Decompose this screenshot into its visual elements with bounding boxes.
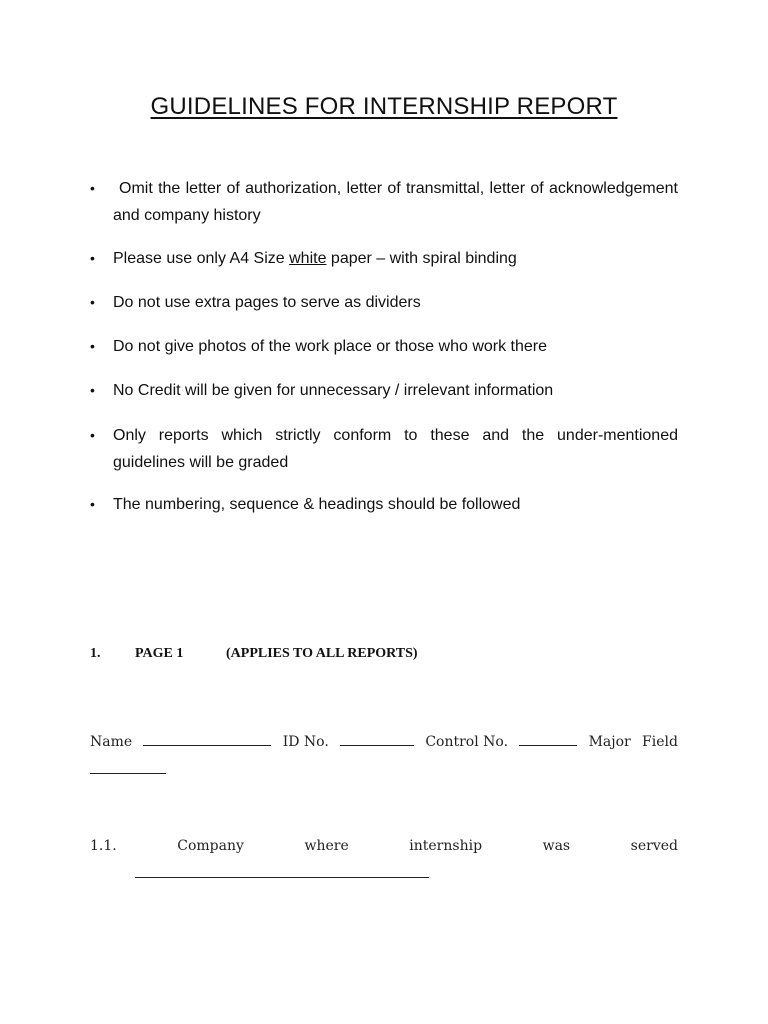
control-label: Control No.: [425, 734, 509, 750]
company-label-word: internship: [409, 838, 483, 854]
major-field-blank: [90, 759, 166, 774]
company-label-word: was: [542, 838, 571, 854]
id-label: ID No.: [282, 734, 329, 750]
list-item-text: Do not use extra pages to serve as dividers: [113, 294, 421, 311]
list-item-text: Omit the letter of authorization, letter of transmittal, letter of acknowledgement and company history: [113, 180, 678, 224]
bullet-icon: •: [90, 427, 95, 443]
section-scope: (APPLIES TO ALL REPORTS): [226, 646, 418, 661]
list-item-text: Do not give photos of the work place or those who work there: [113, 338, 548, 355]
section-number: 1.: [90, 646, 101, 661]
list-item: [90, 175, 678, 229]
control-blank: [519, 731, 577, 746]
section-label: PAGE 1: [135, 646, 184, 661]
bullet-icon: •: [90, 250, 95, 266]
list-item-text: The numbering, sequence & headings should be followed: [113, 496, 521, 513]
list-item-text: Only reports which strictly conform to these and the under-mentioned guidelines will be graded: [113, 427, 678, 471]
company-field: [90, 832, 678, 888]
major-label-word: Major: [588, 734, 631, 750]
name-blank: [143, 731, 271, 746]
list-item: [90, 333, 678, 360]
list-item-text-underlined: white: [289, 250, 327, 267]
bullet-icon: •: [90, 180, 95, 196]
list-item: [90, 422, 678, 476]
list-item: [90, 377, 678, 404]
name-label: Name: [90, 734, 133, 750]
bullet-icon: •: [90, 294, 95, 310]
id-blank: [340, 731, 414, 746]
company-label-word: where: [304, 838, 349, 854]
company-label-word: served: [630, 838, 678, 854]
list-item: [90, 491, 678, 518]
bullet-icon: •: [90, 382, 95, 398]
list-item-text-end: paper – with spiral binding: [326, 250, 517, 267]
subsection-number: 1.1.: [90, 838, 117, 854]
list-item: [90, 245, 678, 272]
page-title: GUIDELINES FOR INTERNSHIP REPORT: [150, 93, 618, 120]
field-label-word: Field: [642, 734, 678, 750]
list-item-text-start: Please use only A4 Size: [113, 250, 290, 267]
list-item-text: No Credit will be given for unnecessary / irrelevant information: [113, 382, 554, 399]
company-label-word: Company: [177, 838, 244, 854]
company-blank: [135, 863, 429, 878]
bullet-icon: •: [90, 496, 95, 512]
bullet-icon: •: [90, 338, 95, 354]
list-item: [90, 289, 678, 316]
student-info-fields: [90, 728, 678, 784]
